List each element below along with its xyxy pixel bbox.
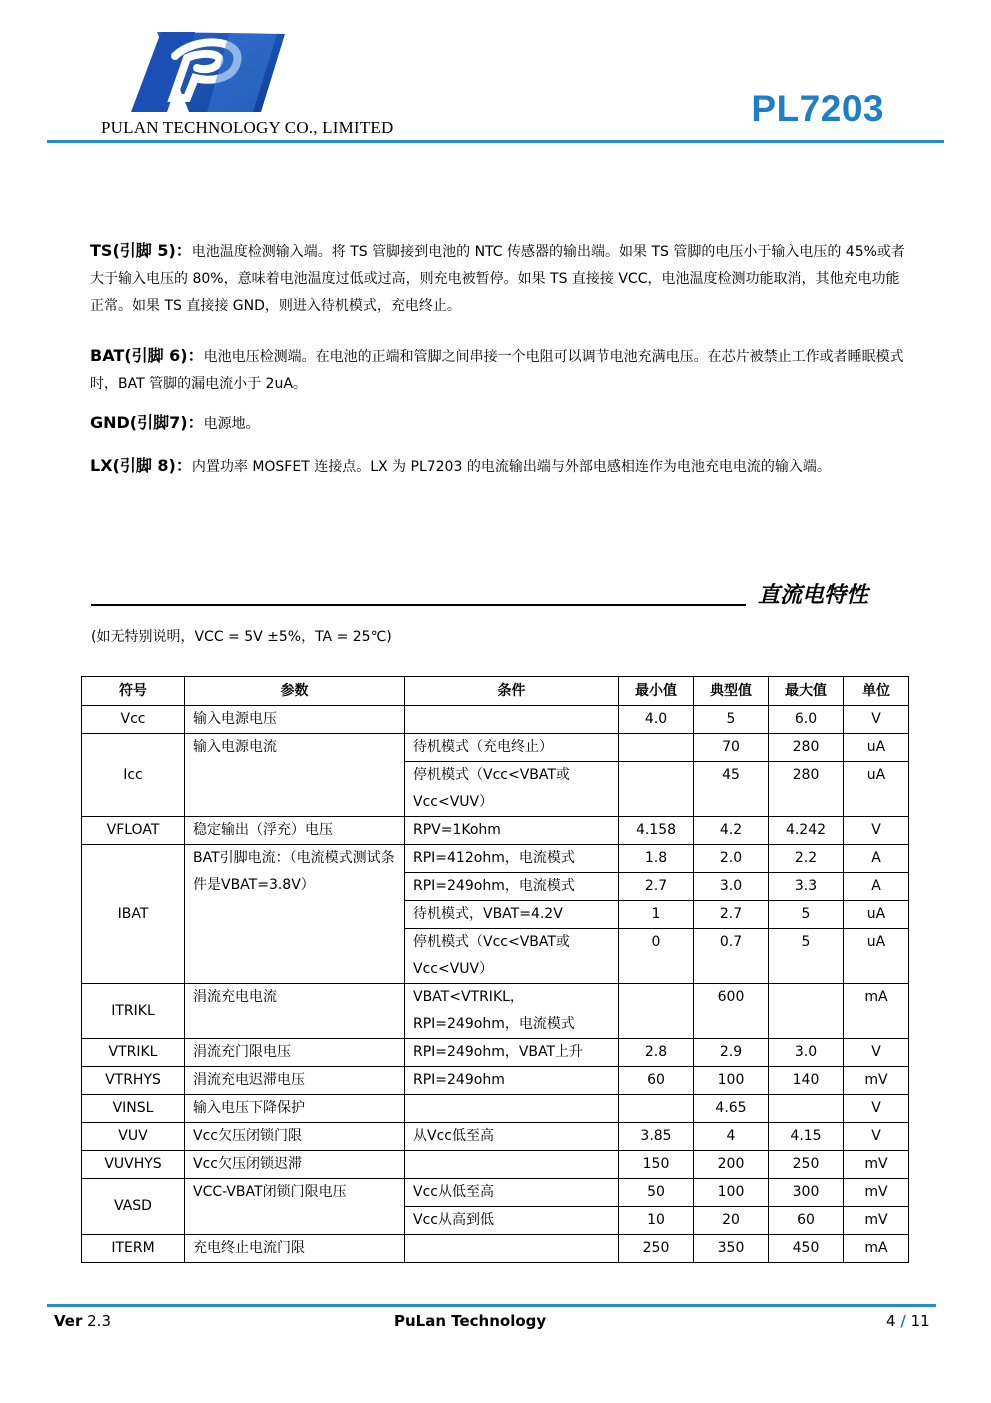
cell-condition <box>405 1235 619 1263</box>
cell-max: 3.0 <box>769 1039 844 1067</box>
cell-unit: V <box>844 1123 909 1151</box>
cell-min: 2.7 <box>619 873 694 901</box>
cell-max <box>769 1095 844 1123</box>
page-separator: / <box>900 1312 906 1330</box>
cell-condition: RPI=412ohm，电流模式 <box>405 845 619 873</box>
cell-symbol: ITERM <box>82 1235 185 1263</box>
table-row <box>82 817 909 845</box>
cell-typ: 4.65 <box>694 1095 769 1123</box>
dc-characteristics-table <box>81 676 909 1263</box>
cell-min <box>619 1095 694 1123</box>
table-row <box>82 984 909 1039</box>
cell-condition: Vcc从低至高 <box>405 1179 619 1207</box>
cell-unit: mA <box>844 1235 909 1263</box>
cell-unit: V <box>844 817 909 845</box>
cell-max: 280 <box>769 762 844 817</box>
cell-unit: uA <box>844 762 909 817</box>
header-typ: 典型值 <box>694 677 769 706</box>
cell-symbol: VINSL <box>82 1095 185 1123</box>
pin-ts-label: TS(引脚 5)： <box>90 241 192 260</box>
cell-min <box>619 734 694 762</box>
header-parameter: 参数 <box>185 677 405 706</box>
cell-max <box>769 984 844 1039</box>
cell-unit: uA <box>844 901 909 929</box>
header-min: 最小值 <box>619 677 694 706</box>
table-row <box>82 1067 909 1095</box>
cell-unit: V <box>844 706 909 734</box>
cell-typ: 0.7 <box>694 929 769 984</box>
cell-max: 250 <box>769 1151 844 1179</box>
cell-symbol: VTRIKL <box>82 1039 185 1067</box>
cell-max: 5 <box>769 901 844 929</box>
cell-parameter: 输入电源电压 <box>185 706 405 734</box>
cell-condition: RPI=249ohm，VBAT上升 <box>405 1039 619 1067</box>
cell-unit: A <box>844 845 909 873</box>
pin-bat-description <box>90 342 905 398</box>
cell-min: 60 <box>619 1067 694 1095</box>
cell-min: 4.158 <box>619 817 694 845</box>
cell-unit: mV <box>844 1151 909 1179</box>
pin-lx-label: LX(引脚 8)： <box>90 456 192 475</box>
cell-typ: 2.0 <box>694 845 769 873</box>
footer-brand: PuLan Technology <box>394 1312 547 1330</box>
cell-max: 140 <box>769 1067 844 1095</box>
version-prefix: Ver <box>54 1312 83 1330</box>
cell-typ: 5 <box>694 706 769 734</box>
pin-gnd-label: GND(引脚7)： <box>90 413 204 432</box>
cell-min: 3.85 <box>619 1123 694 1151</box>
cell-condition: RPI=249ohm <box>405 1067 619 1095</box>
cell-max: 3.3 <box>769 873 844 901</box>
cell-unit: mV <box>844 1207 909 1235</box>
company-logo <box>125 28 285 118</box>
cell-min <box>619 984 694 1039</box>
table-row <box>82 1179 909 1207</box>
cell-min: 150 <box>619 1151 694 1179</box>
cell-min: 4.0 <box>619 706 694 734</box>
cell-typ: 4.2 <box>694 817 769 845</box>
pin-ts-text: 电池温度检测输入端。将 TS 管脚接到电池的 NTC 传感器的输出端。如果 TS 管脚的电压小于输入电压的 45%或者大于输入电压的 80%，意味着电池温度过低或过高，则充电被暂停。如果 TS 直接接 VCC，电池温度检测功能取消，其他充电功能正常。如果 TS 直接接 GND，则进入待机模式，充电终止。 <box>90 244 905 314</box>
cell-min <box>619 762 694 817</box>
cell-condition: 待机模式，VBAT=4.2V <box>405 901 619 929</box>
cell-parameter: Vcc欠压闭锁门限 <box>185 1123 405 1151</box>
cell-parameter: 输入电压下降保护 <box>185 1095 405 1123</box>
page-number <box>886 1312 930 1330</box>
cell-unit: uA <box>844 734 909 762</box>
cell-min: 2.8 <box>619 1039 694 1067</box>
cell-unit: V <box>844 1095 909 1123</box>
cell-condition <box>405 706 619 734</box>
pin-gnd-description <box>90 409 905 438</box>
cell-typ: 2.7 <box>694 901 769 929</box>
header-condition: 条件 <box>405 677 619 706</box>
cell-symbol: VFLOAT <box>82 817 185 845</box>
cell-condition: RPI=249ohm，电流模式 <box>405 873 619 901</box>
cell-max: 4.242 <box>769 817 844 845</box>
cell-max: 6.0 <box>769 706 844 734</box>
cell-min: 1.8 <box>619 845 694 873</box>
cell-condition: 停机模式（Vcc<VBAT或Vcc<VUV） <box>405 929 619 984</box>
cell-max: 2.2 <box>769 845 844 873</box>
cell-min: 1 <box>619 901 694 929</box>
page-total: 11 <box>910 1312 930 1330</box>
cell-typ: 100 <box>694 1179 769 1207</box>
pin-bat-label: BAT(引脚 6)： <box>90 346 204 365</box>
cell-symbol: ITRIKL <box>82 984 185 1039</box>
table-header-row <box>82 677 909 706</box>
table-row <box>82 1095 909 1123</box>
company-name: PULAN TECHNOLOGY CO., LIMITED <box>101 118 394 137</box>
page-current: 4 <box>886 1312 896 1330</box>
cell-symbol: VUVHYS <box>82 1151 185 1179</box>
header-unit: 单位 <box>844 677 909 706</box>
cell-condition <box>405 1095 619 1123</box>
pin-ts-description <box>90 237 905 320</box>
header-divider <box>47 140 944 143</box>
cell-typ: 350 <box>694 1235 769 1263</box>
cell-parameter: 涓流充门限电压 <box>185 1039 405 1067</box>
cell-unit: mV <box>844 1179 909 1207</box>
cell-min: 50 <box>619 1179 694 1207</box>
cell-symbol: VUV <box>82 1123 185 1151</box>
cell-min: 10 <box>619 1207 694 1235</box>
cell-typ: 200 <box>694 1151 769 1179</box>
cell-condition <box>405 1151 619 1179</box>
cell-unit: V <box>844 1039 909 1067</box>
cell-typ: 2.9 <box>694 1039 769 1067</box>
pin-gnd-text: 电源地。 <box>203 416 260 432</box>
cell-parameter: Vcc欠压闭锁迟滞 <box>185 1151 405 1179</box>
cell-symbol: Icc <box>82 734 185 817</box>
cell-symbol: VASD <box>82 1179 185 1235</box>
cell-typ: 20 <box>694 1207 769 1235</box>
table-row <box>82 734 909 762</box>
cell-parameter: VCC-VBAT闭锁门限电压 <box>185 1179 405 1235</box>
cell-min: 250 <box>619 1235 694 1263</box>
cell-max: 5 <box>769 929 844 984</box>
cell-typ: 3.0 <box>694 873 769 901</box>
cell-max: 280 <box>769 734 844 762</box>
cell-typ: 4 <box>694 1123 769 1151</box>
cell-typ: 600 <box>694 984 769 1039</box>
cell-condition: Vcc从高到低 <box>405 1207 619 1235</box>
cell-symbol: VTRHYS <box>82 1067 185 1095</box>
cell-condition: 待机模式（充电终止） <box>405 734 619 762</box>
table-row <box>82 1039 909 1067</box>
cell-symbol: Vcc <box>82 706 185 734</box>
pin-lx-text: 内置功率 MOSFET 连接点。LX 为 PL7203 的电流输出端与外部电感相连作为电池充电电流的输入端。 <box>191 459 831 475</box>
table-row <box>82 1123 909 1151</box>
cell-unit: mA <box>844 984 909 1039</box>
section-underline <box>91 604 746 606</box>
cell-typ: 45 <box>694 762 769 817</box>
cell-condition: VBAT<VTRIKL，RPI=249ohm，电流模式 <box>405 984 619 1039</box>
cell-typ: 100 <box>694 1067 769 1095</box>
cell-parameter: 涓流充电迟滞电压 <box>185 1067 405 1095</box>
cell-condition: 停机模式（Vcc<VBAT或Vcc<VUV） <box>405 762 619 817</box>
cell-unit: uA <box>844 929 909 984</box>
cell-parameter: 充电终止电流门限 <box>185 1235 405 1263</box>
pin-lx-description <box>90 452 905 481</box>
cell-parameter: BAT引脚电流：（电流模式测试条件是VBAT=3.8V） <box>185 845 405 984</box>
cell-min: 0 <box>619 929 694 984</box>
cell-unit: A <box>844 873 909 901</box>
cell-condition: RPV=1Kohm <box>405 817 619 845</box>
cell-max: 60 <box>769 1207 844 1235</box>
cell-condition: 从Vcc低至高 <box>405 1123 619 1151</box>
model-number: PL7203 <box>751 88 884 129</box>
footer-divider <box>47 1304 936 1307</box>
table-row <box>82 706 909 734</box>
cell-max: 300 <box>769 1179 844 1207</box>
header-max: 最大值 <box>769 677 844 706</box>
cell-unit: mV <box>844 1067 909 1095</box>
pin-bat-text: 电池电压检测端。在电池的正端和管脚之间串接一个电阻可以调节电池充满电压。在芯片被禁止工作或者睡眠模式时，BAT 管脚的漏电流小于 2uA。 <box>90 349 904 392</box>
table-row <box>82 845 909 873</box>
section-title: 直流电特性 <box>758 583 869 608</box>
cell-max: 450 <box>769 1235 844 1263</box>
cell-max: 4.15 <box>769 1123 844 1151</box>
cell-symbol: IBAT <box>82 845 185 984</box>
cell-typ: 70 <box>694 734 769 762</box>
version-label <box>54 1312 111 1330</box>
table-row <box>82 1235 909 1263</box>
cell-parameter: 稳定输出（浮充）电压 <box>185 817 405 845</box>
test-conditions-note: (如无特别说明，VCC = 5V ±5%，TA = 25℃) <box>91 629 392 645</box>
cell-parameter: 输入电源电流 <box>185 734 405 817</box>
table-row <box>82 1151 909 1179</box>
version-number: 2.3 <box>87 1312 111 1330</box>
cell-parameter: 涓流充电电流 <box>185 984 405 1039</box>
header-symbol: 符号 <box>82 677 185 706</box>
